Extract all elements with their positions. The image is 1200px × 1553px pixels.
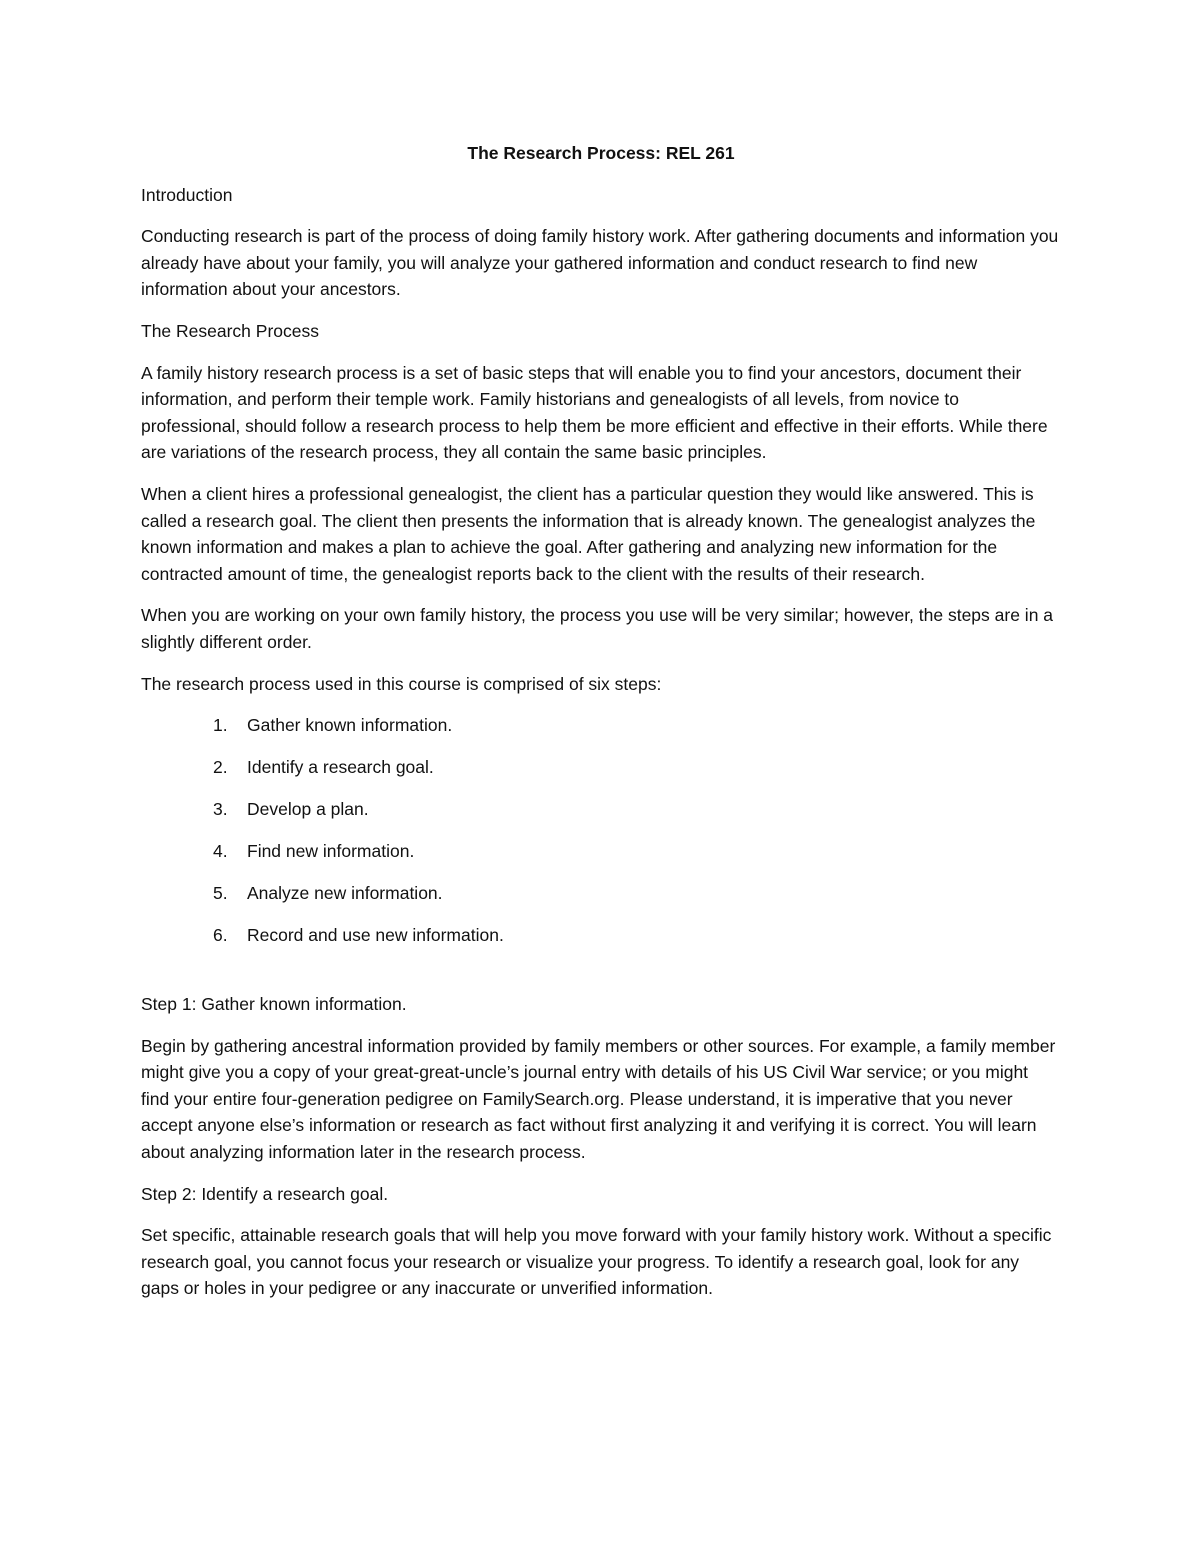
- research-steps-list: [141, 712, 1061, 949]
- section-heading-step-1: Step 1: Gather known information.: [141, 994, 407, 1014]
- list-item-text: Record and use new information.: [247, 925, 504, 946]
- list-item-text: Gather known information.: [247, 715, 453, 736]
- list-item: [141, 922, 1061, 949]
- blank-line: [141, 964, 1061, 991]
- list-item: [141, 838, 1061, 865]
- list-item-number: 5.: [213, 883, 228, 904]
- process-paragraph-1: A family history research process is a set of basic steps that will enable you to find your ancestors, document their information, and perform their temple work. Family historians and genealogists of all levels, from novice to professional, should follow a research process to help them be more efficient and effective in their efforts. While there are variations of the research process, they all contain the same basic principles.: [141, 362, 1048, 463]
- list-item: [141, 796, 1061, 823]
- document-body: [141, 140, 1061, 1317]
- list-item-number: 3.: [213, 799, 228, 820]
- intro-paragraph: Conducting research is part of the process of doing family history work. After gathering documents and information you already have about your family, you will analyze your gathered information and conduct research to find new information about your ancestors.: [141, 226, 1059, 300]
- steps-intro-paragraph: The research process used in this course is comprised of six steps:: [141, 673, 662, 694]
- list-item-text: Identify a research goal.: [247, 757, 434, 778]
- list-item-text: Find new information.: [247, 841, 415, 862]
- section-heading-introduction: Introduction: [141, 184, 233, 205]
- list-item-text: Analyze new information.: [247, 883, 443, 904]
- list-item-number: 6.: [213, 925, 228, 946]
- section-heading-research-process: The Research Process: [141, 320, 319, 341]
- list-item: [141, 712, 1061, 739]
- section-heading-step-2: Step 2: Identify a research goal.: [141, 1183, 389, 1204]
- step-2-paragraph: Set specific, attainable research goals that will help you move forward with your family history work. Without a specific research goal, you cannot focus your research or visualize your progress. To identify a research goal, look for any gaps or holes in your pedigree or any inaccurate or unverified information.: [141, 1225, 1052, 1299]
- process-paragraph-2: When a client hires a professional genealogist, the client has a particular question they would like answered. This is called a research goal. The client then presents the information that is already known. The genealogist analyzes the known information and makes a plan to achieve the goal. After gathering and analyzing new information for the contracted amount of time, the genealogist reports back to the client with the results of their research.: [141, 483, 1036, 584]
- list-item-number: 4.: [213, 841, 228, 862]
- list-item: [141, 754, 1061, 781]
- list-item-number: 1.: [213, 715, 228, 736]
- step-1-paragraph: Begin by gathering ancestral information provided by family members or other sources. For example, a family member might give you a copy of your great-great-uncle’s journal entry with details of his US Civil War service; or you might find your entire four-generation pedigree on FamilySearch.org. Please understand, it is imperative that you never accept anyone else’s information or research as fact without first analyzing it and verifying it is correct. You will learn about analyzing information later in the research process.: [141, 1035, 1056, 1162]
- document-title: The Research Process: REL 261: [467, 143, 735, 163]
- list-item-text: Develop a plan.: [247, 799, 369, 820]
- list-item: [141, 880, 1061, 907]
- process-paragraph-3: When you are working on your own family history, the process you use will be very similar; however, the steps are in a slightly different order.: [141, 605, 1054, 652]
- list-item-number: 2.: [213, 757, 228, 778]
